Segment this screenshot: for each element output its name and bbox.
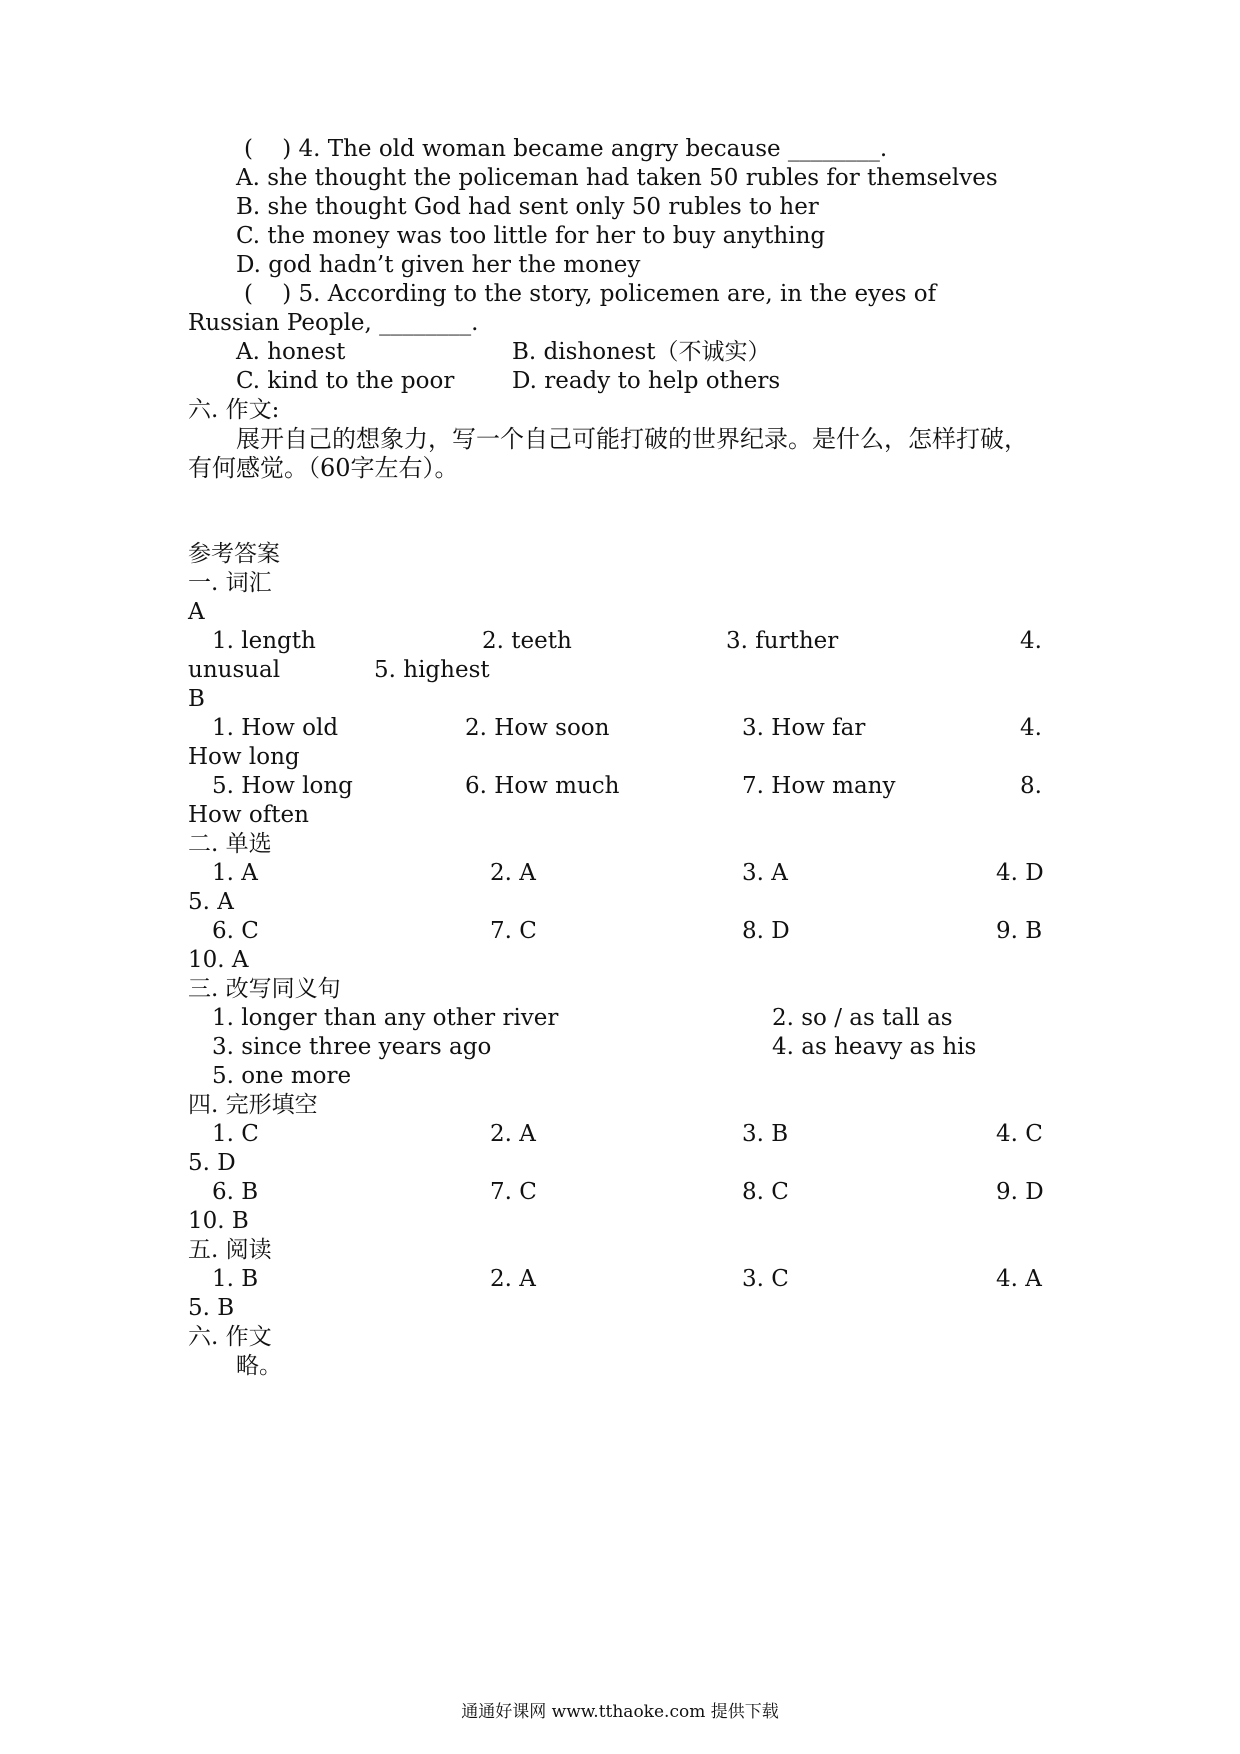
section-4-item: 8. C — [742, 1179, 789, 1205]
question-4-option-a: A. she thought the policeman had taken 50 rubles for themselves — [236, 165, 998, 191]
section-4-item: 6. B — [212, 1179, 259, 1205]
page-footer: 通通好课网 www.tthaoke.com 提供下载 — [461, 1702, 779, 1722]
section-1-a-item: 3. further — [726, 628, 839, 654]
section-5-item: 2. A — [490, 1266, 536, 1292]
section-1-part-a: A — [188, 599, 205, 625]
section-4-item: 7. C — [490, 1179, 537, 1205]
section-1-b-item: How often — [188, 802, 309, 828]
question-4-option-b: B. she thought God had sent only 50 rubles to her — [236, 194, 819, 220]
section-2-item: 2. A — [490, 860, 536, 886]
section-1-b-item: 5. How long — [212, 773, 353, 799]
section-1-a-item: 1. length — [212, 628, 316, 654]
section-1-b-item: How long — [188, 744, 300, 770]
section-4-item: 9. D — [996, 1179, 1044, 1205]
section-5-item: 4. A — [996, 1266, 1042, 1292]
section-6-heading: 六. 作文 — [188, 1324, 272, 1350]
question-5-option-c: C. kind to the poor — [236, 368, 455, 394]
section-2-item: 8. D — [742, 918, 790, 944]
section-5-item: 1. B — [212, 1266, 259, 1292]
question-4-stem: ( ) 4. The old woman became angry because ________. — [244, 136, 888, 162]
question-4-option-c: C. the money was too little for her to buy anything — [236, 223, 826, 249]
section-4-item: 10. B — [188, 1208, 249, 1234]
section-1-b-item: 8. — [1020, 773, 1042, 799]
question-5-option-d: D. ready to help others — [512, 368, 781, 394]
question-4-option-d: D. god hadn’t given her the money — [236, 252, 641, 278]
section-1-b-item: 4. — [1020, 715, 1042, 741]
section-1-a-item: 2. teeth — [482, 628, 572, 654]
section-3-item: 2. so / as tall as — [772, 1005, 953, 1031]
section-5-item: 3. C — [742, 1266, 789, 1292]
section-1-b-item: 6. How much — [465, 773, 620, 799]
section-3-item: 4. as heavy as his — [772, 1034, 977, 1060]
section-5-heading: 五. 阅读 — [188, 1237, 272, 1263]
section-3-item: 3. since three years ago — [212, 1034, 492, 1060]
section-2-item: 10. A — [188, 947, 249, 973]
writing-prompt-line2: 有何感觉。（60字左右）。 — [188, 454, 459, 482]
writing-prompt-line1: 展开自己的想象力，写一个自己可能打破的世界纪录。是什么，怎样打破， — [236, 425, 1028, 453]
section-1-a-item: 5. highest — [374, 657, 490, 683]
question-5-stem-line1: ( ) 5. According to the story, policemen are, in the eyes of — [244, 281, 937, 307]
section-1-a-item: 4. — [1020, 628, 1042, 654]
section-3-item: 5. one more — [212, 1063, 352, 1089]
answers-title: 参考答案 — [188, 541, 280, 567]
section-2-heading: 二. 单选 — [188, 831, 272, 857]
section-4-item: 1. C — [212, 1121, 259, 1147]
section-1-part-b: B — [188, 686, 205, 712]
section-1-b-item: 3. How far — [742, 715, 866, 741]
section-3-item: 1. longer than any other river — [212, 1005, 559, 1031]
question-5-stem-line2: Russian People, ________. — [188, 310, 479, 336]
section-4-item: 4. C — [996, 1121, 1043, 1147]
section-3-heading: 三. 改写同义句 — [188, 976, 341, 1002]
section-1-b-item: 1. How old — [212, 715, 339, 741]
section-1-b-item: 2. How soon — [465, 715, 610, 741]
section-2-item: 6. C — [212, 918, 259, 944]
section-2-item: 7. C — [490, 918, 537, 944]
section-4-heading: 四. 完形填空 — [188, 1092, 318, 1118]
section-2-item: 1. A — [212, 860, 258, 886]
section-2-item: 3. A — [742, 860, 788, 886]
question-5-option-b: B. dishonest（不诚实） — [512, 339, 771, 365]
section-4-item: 3. B — [742, 1121, 789, 1147]
section-5-item: 5. B — [188, 1295, 235, 1321]
section-4-item: 2. A — [490, 1121, 536, 1147]
section-4-item: 5. D — [188, 1150, 236, 1176]
section-1-b-item: 7. How many — [742, 773, 896, 799]
section-2-item: 4. D — [996, 860, 1044, 886]
writing-heading: 六. 作文: — [188, 397, 280, 423]
section-1-heading: 一. 词汇 — [188, 570, 272, 596]
section-2-item: 5. A — [188, 889, 234, 915]
section-6-text: 略。 — [236, 1353, 282, 1379]
section-1-a-item: unusual — [188, 657, 281, 683]
question-5-option-a: A. honest — [236, 339, 346, 365]
section-2-item: 9. B — [996, 918, 1043, 944]
